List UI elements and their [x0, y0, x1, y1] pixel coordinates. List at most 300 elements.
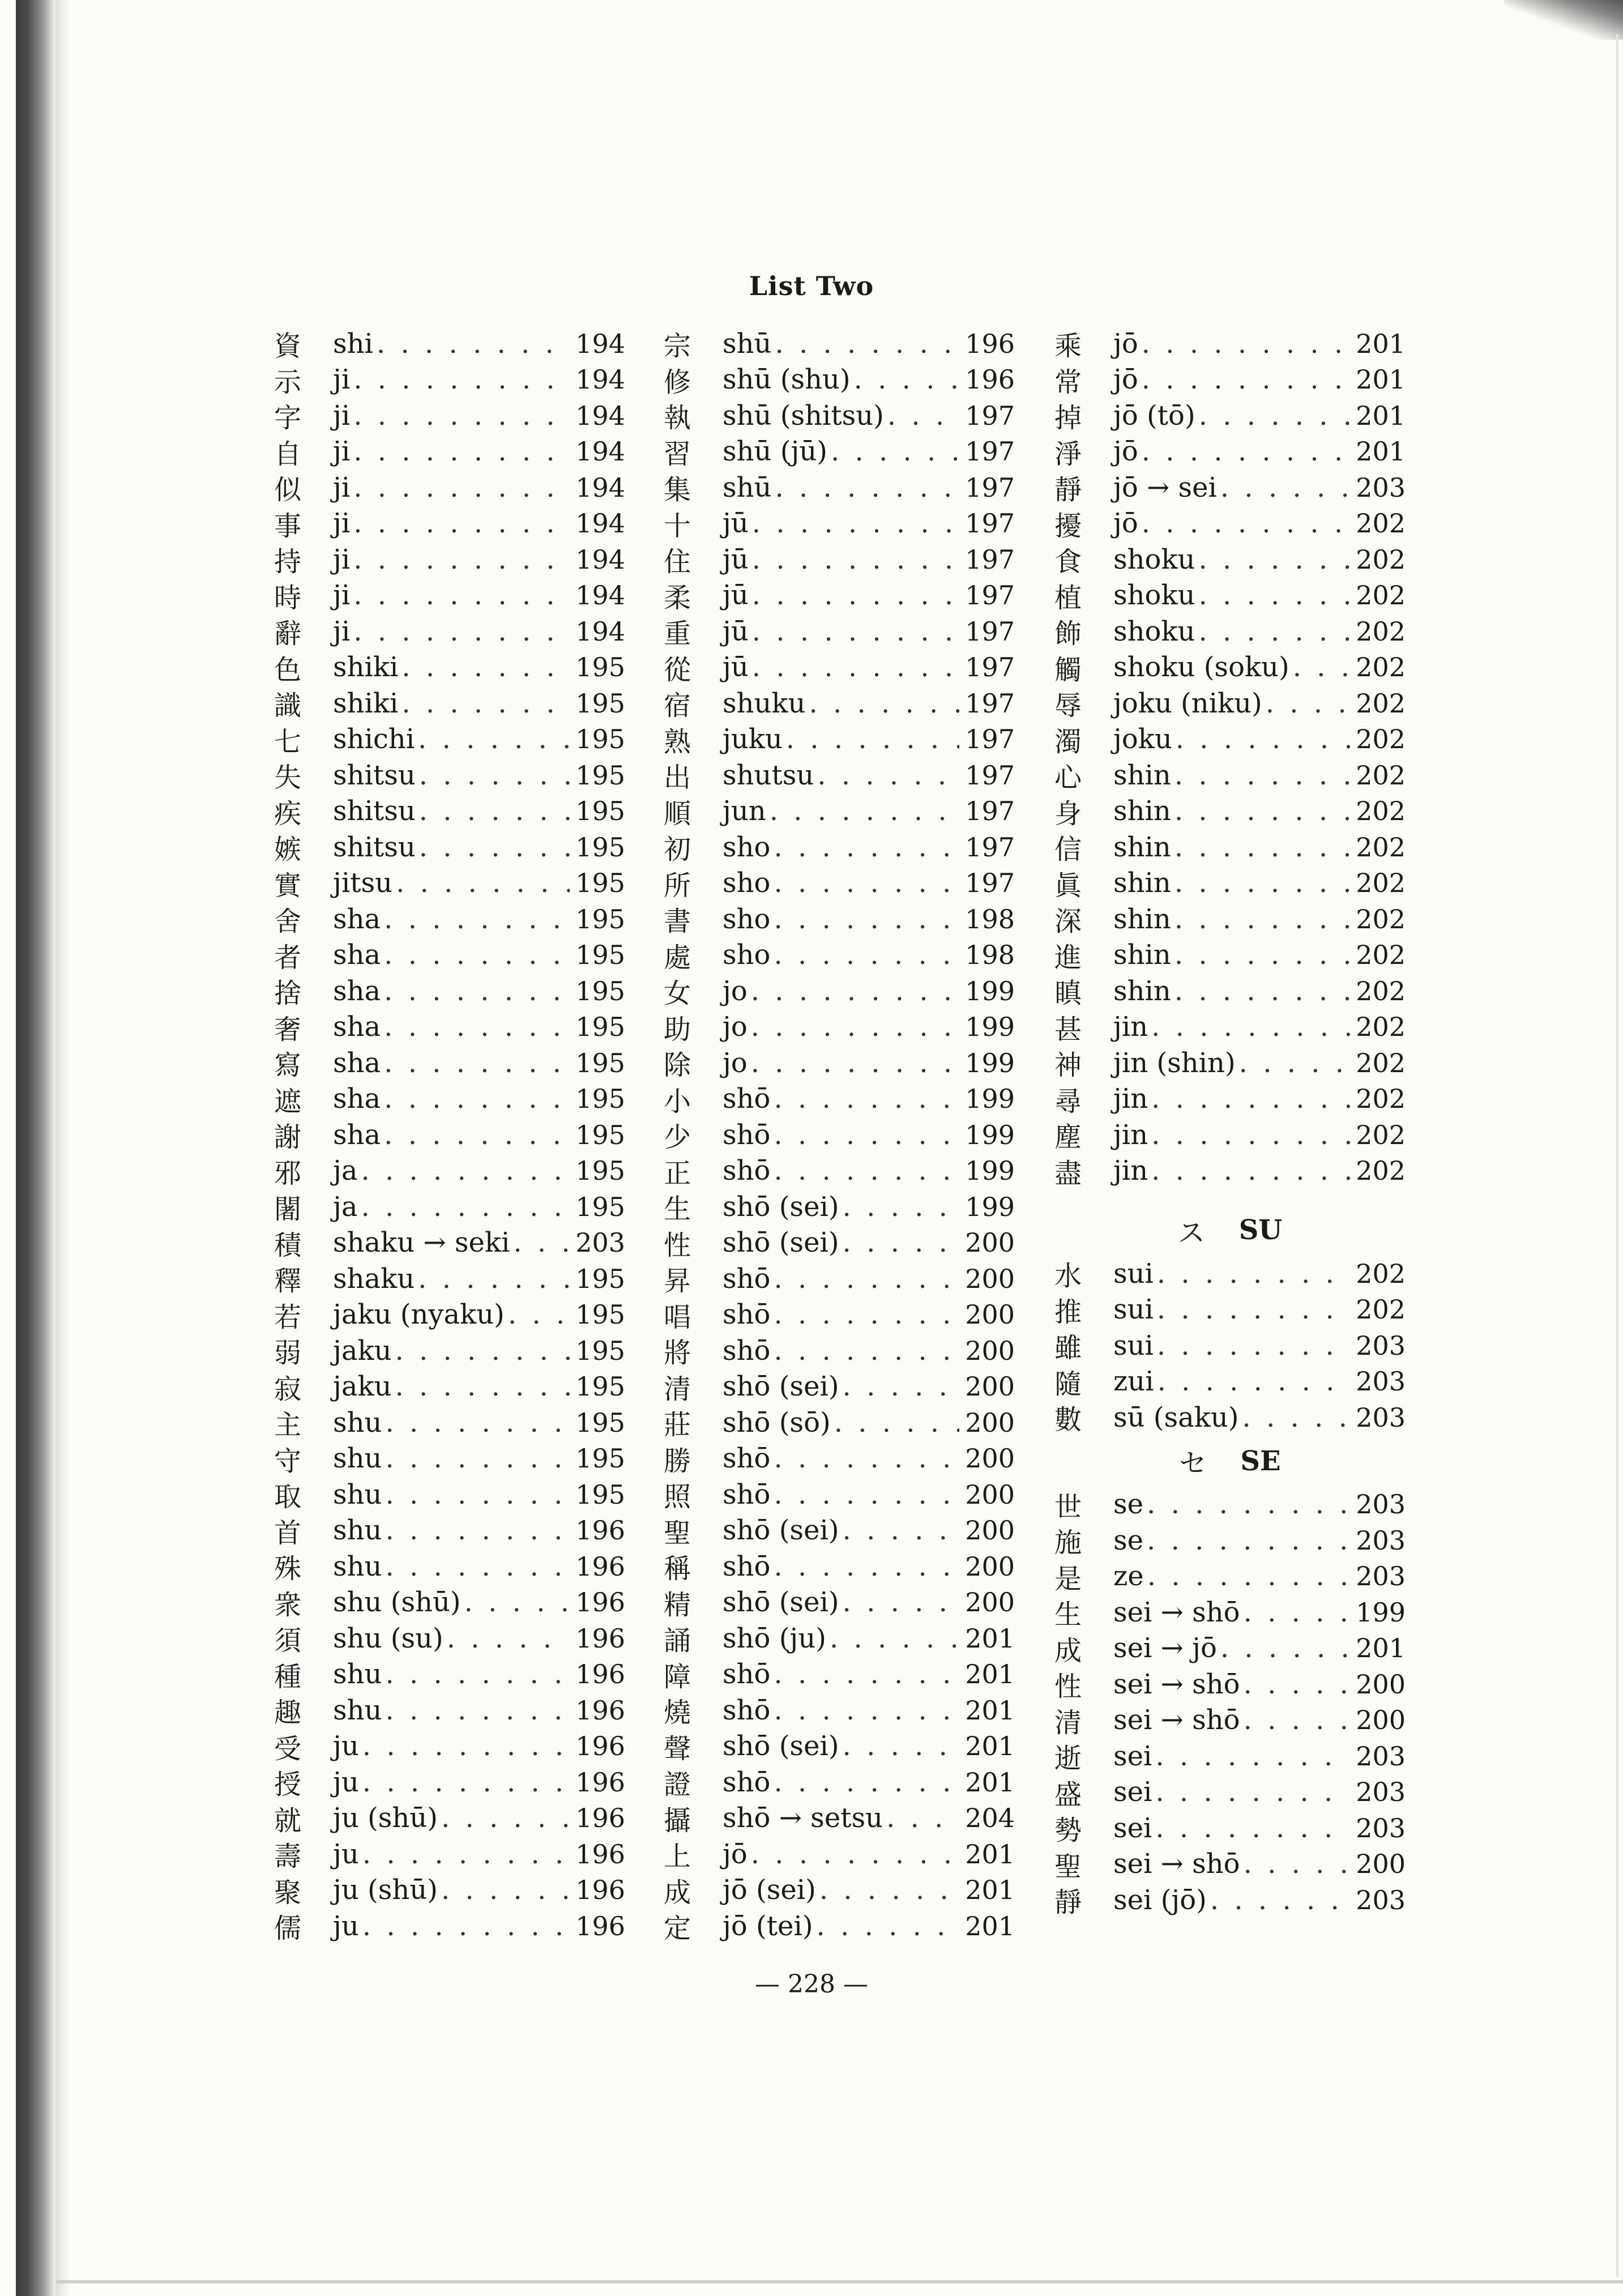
dot-leader [1174, 867, 1350, 899]
dot-leader [1220, 472, 1350, 503]
dot-leader [774, 1658, 959, 1690]
index-entry [274, 1908, 625, 1944]
index-entry [1054, 1738, 1406, 1774]
dot-leader [786, 723, 959, 755]
entry-page-number: 195 [575, 1443, 625, 1474]
index-entry [1054, 506, 1406, 542]
dot-leader [1155, 1812, 1350, 1844]
entry-page-number: 194 [575, 544, 625, 575]
entry-page-number: 202 [1356, 1083, 1406, 1115]
entry-reading: shu [333, 1658, 382, 1691]
index-entry [1054, 1487, 1406, 1523]
dot-leader [513, 1227, 570, 1258]
entry-reading: sei → jō [1113, 1632, 1217, 1665]
entry-reading: jū [723, 579, 749, 612]
entry-reading: jū [723, 543, 749, 575]
entry-page-number: 197 [965, 688, 1015, 719]
entry-reading: sha [333, 1119, 381, 1151]
dot-leader [751, 1838, 959, 1870]
entry-page-number: 202 [1356, 1294, 1406, 1325]
index-entry [274, 578, 625, 614]
entry-reading: jō (sei) [723, 1874, 816, 1906]
dot-leader [752, 616, 959, 647]
entry-reading: ji [333, 507, 351, 540]
dot-leader [377, 328, 570, 360]
entry-page-number: 196 [575, 1803, 625, 1834]
entry-page-number: 195 [575, 1047, 625, 1078]
entry-character: 寂 [274, 1373, 302, 1405]
dot-leader [1142, 436, 1350, 467]
index-entry [274, 1476, 625, 1513]
entry-reading: jin [1113, 1011, 1148, 1043]
dot-leader [419, 795, 570, 827]
entry-character: 所 [664, 869, 691, 902]
index-entry [274, 1081, 625, 1117]
index-entry [1054, 326, 1406, 362]
entry-reading: shichi [333, 723, 415, 756]
dot-leader [817, 1910, 959, 1942]
entry-character: 誦 [664, 1625, 691, 1657]
entry-page-number: 195 [575, 1479, 625, 1510]
index-entry [1054, 1399, 1406, 1436]
index-entry [1054, 1364, 1406, 1400]
index-entry [664, 1764, 1015, 1800]
entry-character: 闍 [274, 1193, 302, 1226]
entry-page-number: 198 [965, 940, 1015, 971]
entry-character: 助 [664, 1013, 691, 1045]
dot-leader [774, 1263, 959, 1295]
entry-reading: shō [723, 1694, 771, 1726]
dot-leader [385, 1658, 570, 1690]
index-entry [664, 1476, 1015, 1513]
index-entry [274, 1189, 625, 1225]
entry-page-number: 201 [965, 1731, 1015, 1762]
dot-leader [1147, 1488, 1350, 1520]
entry-page-number: 195 [575, 1083, 625, 1115]
entry-reading: sha [333, 1047, 381, 1079]
index-entry [664, 1261, 1015, 1297]
entry-reading: shū (shitsu) [723, 399, 884, 432]
index-entry [274, 1153, 625, 1189]
index-column-3 [1054, 326, 1406, 1918]
entry-page-number: 202 [1356, 903, 1406, 934]
entry-page-number: 202 [1356, 975, 1406, 1006]
dot-leader [774, 1155, 959, 1187]
entry-character: 昇 [664, 1265, 691, 1298]
section-kana: ス [1177, 1217, 1205, 1249]
entry-reading: sei → shō [1113, 1848, 1240, 1880]
entry-page-number: 196 [575, 1587, 625, 1618]
entry-page-number: 202 [1356, 796, 1406, 827]
dot-leader [362, 1910, 570, 1942]
entry-reading: shoku [1113, 579, 1195, 612]
entry-page-number: 196 [575, 1838, 625, 1870]
entry-character: 世 [1054, 1491, 1082, 1523]
entry-reading: ji [333, 436, 351, 468]
index-entry [664, 1225, 1015, 1261]
dot-leader [384, 975, 570, 1007]
dot-leader [396, 867, 570, 899]
index-entry [1054, 1810, 1406, 1846]
index-section-se [1054, 1487, 1406, 1918]
entry-page-number: 196 [575, 1695, 625, 1726]
section-kana: セ [1179, 1448, 1207, 1479]
index-entry [274, 865, 625, 902]
index-entry [664, 973, 1015, 1009]
entry-character: 衆 [274, 1589, 302, 1621]
entry-page-number: 203 [1356, 472, 1406, 503]
entry-character: 是 [1054, 1563, 1082, 1595]
entry-page-number: 199 [965, 1083, 1015, 1115]
entry-character: 定 [664, 1913, 691, 1945]
entry-character: 積 [274, 1229, 302, 1261]
entry-character: 宗 [664, 330, 691, 362]
dot-leader [1157, 1330, 1350, 1362]
entry-reading: zui [1113, 1365, 1154, 1398]
entry-page-number: 195 [575, 940, 625, 971]
entry-page-number: 202 [1356, 1047, 1406, 1078]
entry-character: 飾 [1054, 618, 1082, 650]
dot-leader [1210, 1884, 1350, 1916]
entry-character: 身 [1054, 797, 1082, 830]
dot-leader [1142, 507, 1350, 539]
entry-reading: ji [333, 399, 351, 432]
index-entry [664, 1117, 1015, 1153]
entry-page-number: 196 [575, 1731, 625, 1762]
dot-leader [402, 688, 570, 719]
entry-reading: sho [723, 831, 771, 863]
index-entry [1054, 1559, 1406, 1595]
entry-reading: ji [333, 615, 351, 647]
dot-leader [402, 651, 570, 683]
entry-character: 性 [664, 1229, 691, 1261]
index-entry [274, 650, 625, 686]
entry-page-number: 195 [575, 688, 625, 719]
entry-page-number: 197 [965, 436, 1015, 467]
index-entry [664, 1872, 1015, 1909]
dot-leader [385, 1695, 570, 1726]
entry-page-number: 196 [575, 1515, 625, 1546]
entry-page-number: 202 [1356, 1155, 1406, 1187]
dot-leader [362, 1766, 570, 1798]
entry-character: 正 [664, 1157, 691, 1189]
entry-page-number: 194 [575, 580, 625, 611]
entry-character: 植 [1054, 582, 1082, 614]
entry-page-number: 197 [965, 400, 1015, 431]
index-entry [664, 362, 1015, 398]
dot-leader [353, 507, 570, 539]
entry-page-number: 199 [1356, 1597, 1406, 1628]
entry-reading: sha [333, 939, 381, 971]
dot-leader [751, 1011, 959, 1043]
entry-reading: ju (shū) [333, 1802, 438, 1834]
entry-character: 濁 [1054, 725, 1082, 758]
dot-leader [353, 436, 570, 467]
entry-character: 唱 [664, 1301, 691, 1333]
entry-character: 進 [1054, 941, 1082, 974]
entry-character: 失 [274, 762, 302, 794]
entry-character: 成 [664, 1876, 691, 1909]
dot-leader [774, 831, 959, 863]
dot-leader [395, 1335, 570, 1367]
entry-character: 嫉 [274, 834, 302, 866]
entry-character: 障 [664, 1661, 691, 1693]
entry-character: 觸 [1054, 654, 1082, 686]
dot-leader [1176, 723, 1350, 755]
entry-page-number: 202 [1356, 544, 1406, 575]
index-entry [274, 506, 625, 542]
entry-page-number: 197 [965, 472, 1015, 503]
entry-page-number: 201 [1356, 328, 1406, 359]
entry-page-number: 202 [1356, 1119, 1406, 1150]
dot-leader [774, 1695, 959, 1726]
index-entry [1054, 1328, 1406, 1364]
entry-character: 殊 [274, 1553, 302, 1585]
entry-reading: shō (sei) [723, 1371, 839, 1403]
index-entry [664, 470, 1015, 506]
entry-character: 掉 [1054, 402, 1082, 434]
entry-reading: jo [723, 1047, 748, 1079]
index-section-su [1054, 1256, 1406, 1436]
dot-leader [1244, 1704, 1350, 1736]
entry-reading: jō (tō) [1113, 399, 1195, 432]
entry-reading: shō (ju) [723, 1622, 826, 1654]
entry-reading: joku (niku) [1113, 687, 1262, 719]
entry-character: 資 [274, 330, 302, 362]
index-entry [664, 1692, 1015, 1729]
entry-page-number: 199 [965, 975, 1015, 1006]
entry-character: 施 [1054, 1527, 1082, 1559]
section-label: SU [1238, 1214, 1283, 1246]
entry-page-number: 201 [1356, 1633, 1406, 1664]
dot-leader [886, 1802, 959, 1834]
entry-character: 種 [274, 1661, 302, 1693]
index-entry [1054, 1774, 1406, 1811]
index-entry [274, 1405, 625, 1441]
entry-reading: sū (saku) [1113, 1401, 1239, 1433]
index-entry [274, 1009, 625, 1045]
entry-reading: shū [723, 471, 772, 503]
index-entry [1054, 1631, 1406, 1667]
entry-reading: shō (sō) [723, 1406, 831, 1439]
index-entry [664, 1800, 1015, 1837]
entry-reading: joku [1113, 723, 1172, 756]
entry-character: 疾 [274, 797, 302, 830]
dot-leader [1174, 975, 1350, 1007]
dot-leader [1198, 579, 1350, 611]
entry-reading: sei [1113, 1776, 1152, 1808]
dot-leader [1244, 1848, 1350, 1880]
entry-page-number: 201 [965, 1875, 1015, 1906]
dot-leader [843, 1586, 959, 1618]
entry-reading: sho [723, 867, 771, 899]
entry-reading: shin [1113, 903, 1171, 935]
entry-page-number: 199 [965, 1012, 1015, 1043]
index-entry [664, 865, 1015, 902]
entry-page-number: 199 [965, 1047, 1015, 1078]
entry-character: 色 [274, 654, 302, 686]
dot-leader [817, 759, 959, 791]
entry-reading: shutsu [723, 759, 814, 791]
entry-page-number: 195 [575, 652, 625, 683]
entry-reading: shin [1113, 939, 1171, 971]
index-entry [1054, 685, 1406, 722]
dot-leader [1174, 939, 1350, 971]
dot-leader [1151, 1119, 1350, 1151]
entry-page-number: 197 [965, 724, 1015, 755]
entry-reading: jin (shin) [1113, 1047, 1236, 1079]
index-entry [664, 757, 1015, 793]
entry-reading: shō (sei) [723, 1227, 839, 1259]
entry-character: 水 [1054, 1260, 1082, 1292]
dot-leader [1239, 1047, 1350, 1079]
dot-leader [418, 1263, 570, 1295]
entry-page-number: 200 [965, 1515, 1015, 1546]
dot-leader [1174, 903, 1350, 935]
entry-page-number: 197 [965, 508, 1015, 539]
entry-character: 弱 [274, 1337, 302, 1369]
entry-reading: sei [1113, 1812, 1152, 1844]
entry-reading: shoku [1113, 543, 1195, 575]
index-entry [1054, 865, 1406, 902]
dot-leader [362, 1730, 570, 1762]
index-entry [274, 1297, 625, 1333]
entry-character: 聚 [274, 1876, 302, 1909]
entry-reading: jō → sei [1113, 471, 1217, 503]
entry-page-number: 201 [965, 1838, 1015, 1870]
index-entry [1054, 1846, 1406, 1883]
entry-reading: sei → shō [1113, 1596, 1240, 1628]
entry-character: 執 [664, 402, 691, 434]
entry-reading: sui [1113, 1294, 1154, 1326]
entry-reading: sho [723, 903, 771, 935]
index-entry [664, 1585, 1015, 1621]
entry-page-number: 196 [965, 328, 1015, 359]
page-edge-bottom [55, 2280, 1623, 2284]
binding-shadow [16, 0, 55, 2296]
dot-leader [1174, 759, 1350, 791]
dot-leader [774, 1766, 959, 1798]
entry-reading: shiki [333, 651, 399, 684]
entry-character: 稱 [664, 1553, 691, 1585]
entry-reading: sha [333, 1011, 381, 1043]
dot-leader [751, 975, 959, 1007]
entry-character: 趣 [274, 1697, 302, 1729]
entry-character: 重 [664, 618, 691, 650]
entry-character: 辱 [1054, 690, 1082, 722]
dot-leader [353, 472, 570, 503]
dot-leader [1174, 795, 1350, 827]
entry-character: 時 [274, 582, 302, 614]
index-entry [274, 1620, 625, 1657]
entry-character: 信 [1054, 834, 1082, 866]
entry-character: 奢 [274, 1013, 302, 1045]
entry-page-number: 203 [1356, 1561, 1406, 1592]
entry-reading: jaku [333, 1371, 392, 1403]
dot-leader [774, 1479, 959, 1510]
entry-character: 柔 [664, 582, 691, 614]
entry-reading: shoku [1113, 615, 1195, 647]
entry-character: 將 [664, 1337, 691, 1369]
entry-reading: jō [1113, 507, 1138, 540]
index-entry [664, 793, 1015, 830]
entry-page-number: 199 [965, 1155, 1015, 1187]
entry-character: 書 [664, 906, 691, 938]
entry-reading: shoku (soku) [1113, 651, 1289, 684]
entry-character: 識 [274, 690, 302, 722]
dot-leader [1151, 1011, 1350, 1043]
dot-leader [353, 364, 570, 395]
dot-leader [809, 688, 959, 719]
index-section-shi [1054, 326, 1406, 1189]
dot-leader [384, 1011, 570, 1043]
entry-page-number: 195 [575, 796, 625, 827]
entry-page-number: 201 [1356, 400, 1406, 431]
section-heading-se [1054, 1436, 1406, 1487]
entry-page-number: 197 [965, 796, 1015, 827]
index-entry [274, 1369, 625, 1405]
index-entry [664, 1836, 1015, 1872]
entry-page-number: 195 [575, 868, 625, 899]
entry-reading: shō [723, 1658, 771, 1691]
entry-page-number: 201 [1356, 364, 1406, 395]
index-entry [664, 434, 1015, 470]
index-entry [1054, 1702, 1406, 1739]
dot-leader [774, 1083, 959, 1115]
entry-character: 守 [274, 1445, 302, 1477]
index-entry [1054, 541, 1406, 578]
entry-page-number: 196 [575, 1910, 625, 1941]
index-entry [274, 470, 625, 506]
entry-character: 自 [274, 438, 302, 470]
entry-character: 乘 [1054, 330, 1082, 362]
index-entry [1054, 434, 1406, 470]
dot-leader [887, 400, 959, 432]
entry-character: 取 [274, 1481, 302, 1513]
entry-page-number: 203 [1356, 1330, 1406, 1361]
entry-character: 靜 [1054, 474, 1082, 506]
entry-character: 莊 [664, 1409, 691, 1441]
entry-character: 神 [1054, 1049, 1082, 1082]
entry-reading: jitsu [333, 867, 393, 899]
dot-leader [752, 651, 959, 683]
entry-reading: shō [723, 1299, 771, 1331]
entry-page-number: 203 [1356, 1402, 1406, 1433]
index-entry [274, 1117, 625, 1153]
dot-leader [843, 1514, 959, 1546]
entry-reading: juku [723, 723, 783, 756]
dot-leader [441, 1802, 570, 1834]
entry-reading: sei [1113, 1740, 1152, 1772]
entry-character: 主 [274, 1409, 302, 1441]
index-entry [274, 685, 625, 722]
entry-reading: shō [723, 1478, 771, 1510]
index-entry [1054, 1522, 1406, 1559]
entry-reading: shō [723, 1083, 771, 1115]
entry-page-number: 201 [965, 1910, 1015, 1941]
index-entry [274, 1836, 625, 1872]
entry-reading: jū [723, 651, 749, 684]
entry-page-number: 196 [575, 1766, 625, 1798]
index-entry [274, 541, 625, 578]
index-entry [274, 1333, 625, 1369]
dot-leader [843, 1371, 959, 1402]
entry-page-number: 195 [575, 1299, 625, 1330]
dot-leader [419, 831, 570, 863]
entry-character: 出 [664, 762, 691, 794]
dot-leader [1157, 1294, 1350, 1325]
index-entry [664, 613, 1015, 650]
